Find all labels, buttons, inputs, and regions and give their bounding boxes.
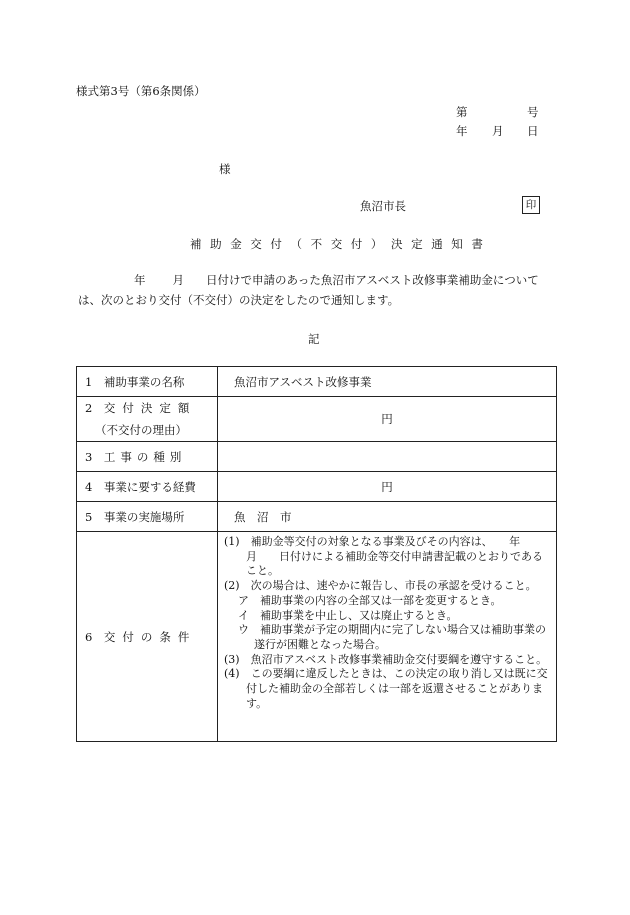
row-label-text: 交付の条件 xyxy=(103,629,197,644)
document-title: 補助金交付（不交付）決定通知書 xyxy=(190,237,492,251)
table-row xyxy=(77,472,557,502)
body-month: 月 xyxy=(172,273,184,287)
table-row xyxy=(77,367,557,397)
row-label-text: 交付決定額 xyxy=(103,401,197,415)
row-label xyxy=(77,442,218,472)
condition-item: (4) この要綱に違反したときは、この決定の取り消し又は既に交付した補助金の全部若しくは一部を返還させることがあります。 xyxy=(224,667,548,710)
row-label-number: 3 xyxy=(85,449,93,464)
condition-item: (1) 補助金等交付の対象となる事業及びその内容は、 年 月 日付けによる補助金等交付申請書記載のとおりであること。 xyxy=(224,535,543,578)
table-row xyxy=(77,397,557,442)
body-line-1-text: 日付けで申請のあった魚沼市アスベスト改修事業補助金について xyxy=(206,273,539,287)
row-label: 5 事業の実施場所 xyxy=(77,502,218,532)
row-label-sub: （不交付の理由） xyxy=(95,423,187,437)
row-value: 魚 沼 市 xyxy=(218,502,557,532)
table-row xyxy=(77,532,557,742)
row-label xyxy=(77,397,218,442)
issuer-name: 魚沼市長 xyxy=(360,199,406,213)
row-label xyxy=(77,532,218,742)
date-year: 年 xyxy=(456,124,468,138)
condition-subitem: イ 補助事業を中止し、又は廃止するとき。 xyxy=(238,608,458,622)
number-suffix: 号 xyxy=(527,105,539,119)
row-value: 魚沼市アスベスト改修事業 xyxy=(218,367,557,397)
condition-item: (3) 魚沼市アスベスト改修事業補助金交付要綱を遵守すること。 xyxy=(224,652,548,666)
table-row xyxy=(77,442,557,472)
row-label: 4 事業に要する経費 xyxy=(77,472,218,502)
condition-item: (2) 次の場合は、速やかに報告し、市長の承認を受けること。 xyxy=(224,579,537,593)
date-day: 日 xyxy=(527,124,539,138)
date-month: 月 xyxy=(492,124,504,138)
form-number: 様式第3号（第6条関係） xyxy=(76,84,206,98)
table-row xyxy=(77,502,557,532)
body-line-1 xyxy=(78,270,556,290)
number-prefix: 第 xyxy=(456,105,468,119)
body-line-2: は、次のとおり交付（不交付）の決定をしたので通知します。 xyxy=(78,293,400,307)
details-table xyxy=(76,366,557,742)
ki-marker: 記 xyxy=(308,332,320,346)
row-value: 円 xyxy=(218,472,557,502)
seal-stamp: 印 xyxy=(522,196,540,214)
condition-subitem: ウ 補助事業が予定の期間内に完了しない場合又は補助事業の遂行が困難となった場合。 xyxy=(238,623,546,651)
row-value: 円 xyxy=(218,397,557,442)
body-paragraph xyxy=(78,270,556,310)
addressee-suffix: 様 xyxy=(219,162,231,176)
row-label-text: 工事の種別 xyxy=(103,449,187,464)
conditions-cell xyxy=(218,532,557,742)
row-label: 1 補助事業の名称 xyxy=(77,367,218,397)
row-label-number: 6 xyxy=(85,629,93,644)
row-value xyxy=(218,442,557,472)
condition-subitem: ア 補助事業の内容の全部又は一部を変更するとき。 xyxy=(238,593,502,607)
body-year: 年 xyxy=(134,273,146,287)
row-label-number: 2 xyxy=(85,401,93,415)
